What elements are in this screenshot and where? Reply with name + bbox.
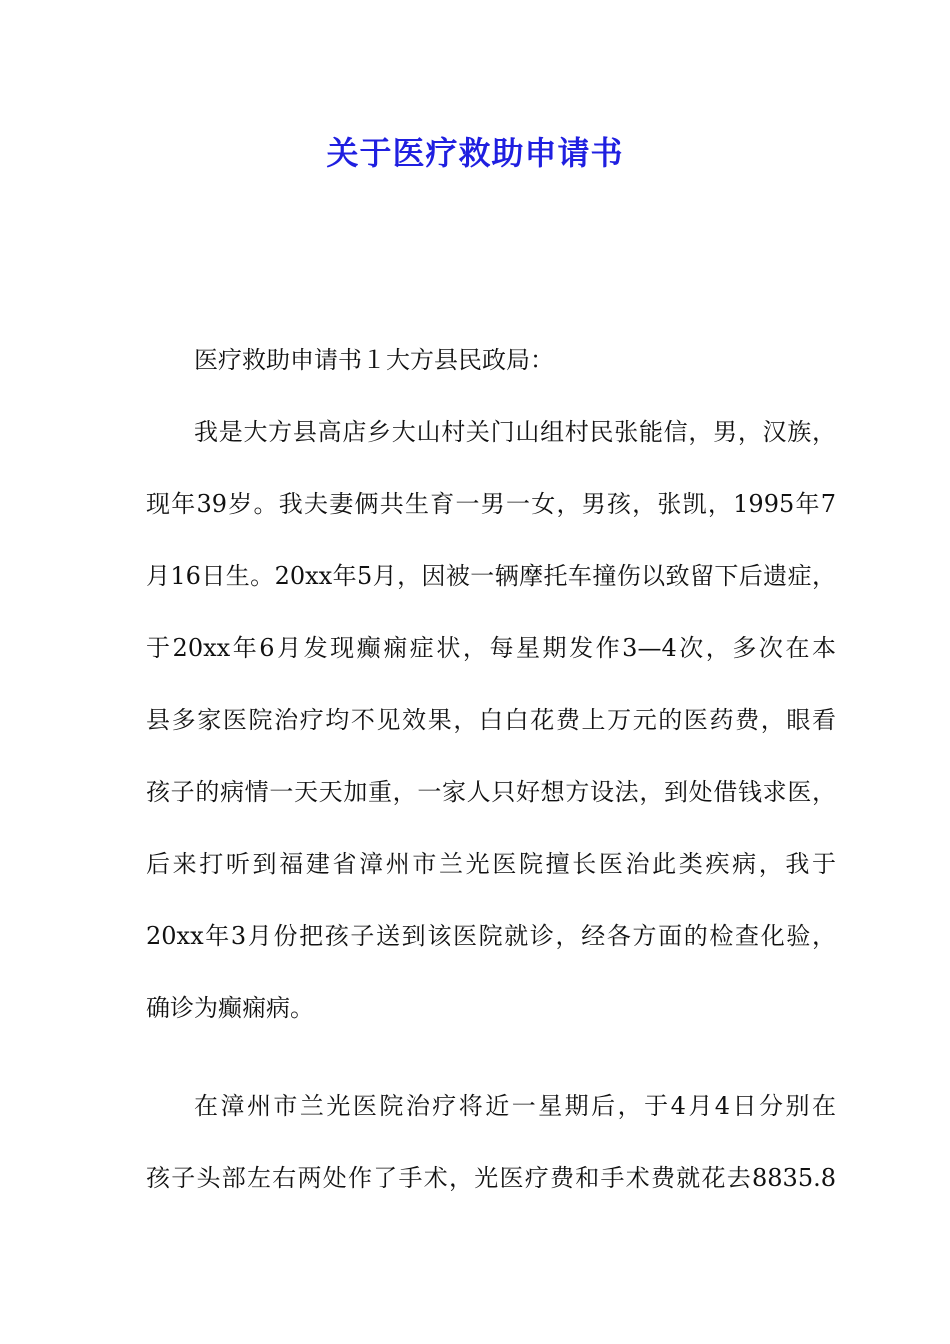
paragraph-line: 孩子的病情一天天加重，一家人只好想方设法，到处借钱求医， (146, 778, 836, 806)
paragraph-line: 后来打听到福建省漳州市兰光医院擅长医治此类疾病，我于 (146, 850, 836, 878)
addressee-line: 医疗救助申请书１大方县民政局： (194, 346, 554, 374)
paragraph-line: 20xx年3月份把孩子送到该医院就诊，经各方面的检查化验， (146, 922, 836, 950)
paragraph-line: 我是大方县高店乡大山村关门山组村民张能信，男，汉族， (194, 418, 836, 446)
paragraph-line: 于20xx年6月发现癫痫症状，每星期发作3—4次，多次在本 (146, 634, 836, 662)
paragraph-line: 孩子头部左右两处作了手术，光医疗费和手术费就花去8835.8 (146, 1164, 836, 1192)
document-title: 关于医疗救助申请书 (326, 134, 624, 172)
paragraph-line: 在漳州市兰光医院治疗将近一星期后，于4月4日分别在 (194, 1092, 836, 1120)
paragraph-line: 县多家医院治疗均不见效果，白白花费上万元的医药费，眼看 (146, 706, 836, 734)
paragraph-line: 确诊为癫痫病。 (146, 994, 314, 1022)
paragraph-line: 月16日生。20xx年5月，因被一辆摩托车撞伤以致留下后遗症， (146, 562, 836, 590)
paragraph-line: 现年39岁。我夫妻俩共生育一男一女，男孩，张凯，1995年7 (146, 490, 836, 518)
